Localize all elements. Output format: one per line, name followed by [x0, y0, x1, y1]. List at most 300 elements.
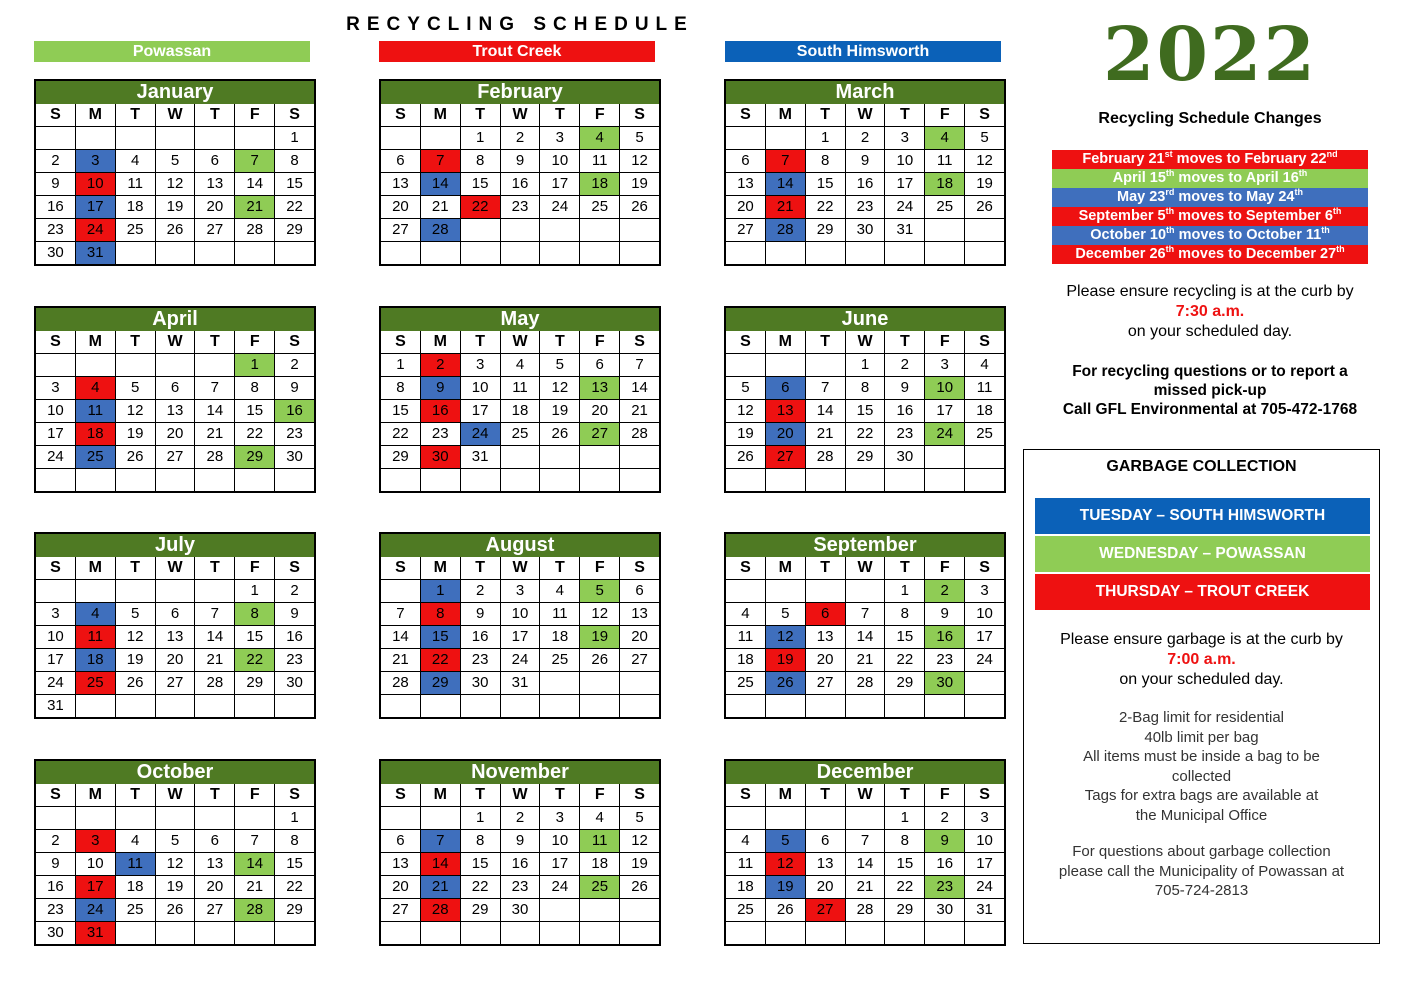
weekday-header: T — [195, 331, 234, 353]
schedule-change-row — [1052, 207, 1368, 226]
empty-day-cell — [726, 127, 765, 149]
day-cell: 6 — [766, 377, 805, 399]
day-cell: 20 — [726, 196, 765, 218]
month-name: April — [36, 308, 314, 331]
garbage-note-line1: Please ensure garbage is at the curb by — [1060, 631, 1343, 648]
empty-day-cell — [965, 695, 1004, 717]
to-month: April — [1245, 170, 1279, 186]
day-cell: 17 — [925, 400, 964, 422]
weekday-header: S — [965, 104, 1004, 126]
garbage-collection-box — [1023, 449, 1380, 944]
day-cell: 7 — [766, 150, 805, 172]
day-cell: 24 — [965, 649, 1004, 671]
day-cell: 10 — [540, 830, 579, 852]
day-cell: 12 — [116, 626, 155, 648]
day-cell: 28 — [195, 672, 234, 694]
weekday-header: T — [885, 557, 924, 579]
empty-day-cell — [965, 469, 1004, 491]
day-cell: 30 — [501, 899, 540, 921]
day-cell: 23 — [36, 899, 75, 921]
empty-day-cell — [116, 695, 155, 717]
empty-day-cell — [846, 580, 885, 602]
empty-day-cell — [965, 672, 1004, 694]
weekday-header: T — [461, 784, 500, 806]
rule-line: the Municipal Office — [1135, 806, 1268, 824]
weekday-header: S — [381, 104, 420, 126]
day-cell: 22 — [381, 423, 420, 445]
empty-day-cell — [421, 469, 460, 491]
day-cell: 21 — [195, 423, 234, 445]
day-cell: 11 — [726, 853, 765, 875]
day-cell: 28 — [235, 219, 274, 241]
weekday-header: S — [36, 104, 75, 126]
day-cell: 29 — [885, 899, 924, 921]
day-cell: 18 — [540, 626, 579, 648]
empty-day-cell — [116, 580, 155, 602]
recycling-note-line3: on your scheduled day. — [1127, 323, 1293, 340]
day-cell: 7 — [620, 354, 659, 376]
contact-line1: For recycling questions or to report a — [1072, 363, 1348, 380]
day-cell: 19 — [580, 626, 619, 648]
day-cell: 16 — [846, 173, 885, 195]
garbage-note-line3: on your scheduled day. — [1119, 671, 1284, 688]
day-cell: 26 — [116, 446, 155, 468]
day-cell: 7 — [846, 603, 885, 625]
month-calendar-september — [724, 532, 1006, 719]
day-cell: 8 — [381, 377, 420, 399]
day-cell: 3 — [540, 127, 579, 149]
day-cell: 13 — [766, 400, 805, 422]
day-cell: 4 — [116, 830, 155, 852]
day-cell: 2 — [421, 354, 460, 376]
empty-day-cell — [580, 672, 619, 694]
day-cell: 29 — [275, 899, 314, 921]
legend-powassan: Powassan — [34, 41, 310, 62]
empty-day-cell — [540, 242, 579, 264]
weekday-header: F — [925, 331, 964, 353]
day-cell: 28 — [806, 446, 845, 468]
day-cell: 21 — [381, 649, 420, 671]
weekday-header: W — [501, 784, 540, 806]
day-cell: 4 — [965, 354, 1004, 376]
day-cell: 29 — [381, 446, 420, 468]
day-cell: 1 — [275, 807, 314, 829]
day-cell: 24 — [76, 219, 115, 241]
schedule-change-row — [1052, 150, 1368, 169]
day-cell: 12 — [766, 626, 805, 648]
weekday-header: F — [925, 104, 964, 126]
day-cell: 19 — [540, 400, 579, 422]
day-cell: 14 — [620, 377, 659, 399]
empty-day-cell — [806, 922, 845, 944]
day-cell: 17 — [76, 876, 115, 898]
day-cell: 17 — [965, 626, 1004, 648]
schedule-change-row — [1052, 188, 1368, 207]
month-name: January — [36, 81, 314, 104]
month-name: September — [726, 534, 1004, 557]
day-cell: 2 — [501, 807, 540, 829]
day-cell: 18 — [726, 876, 765, 898]
month-calendar-may — [379, 306, 661, 493]
day-cell: 9 — [461, 603, 500, 625]
from-month: April — [1112, 170, 1146, 186]
day-cell: 4 — [116, 150, 155, 172]
day-cell: 19 — [156, 876, 195, 898]
weekday-header: S — [965, 557, 1004, 579]
weekday-header: F — [235, 331, 274, 353]
garbage-day-wednesday: WEDNESDAY – POWASSAN — [1035, 536, 1370, 572]
weekday-header: T — [540, 784, 579, 806]
weekday-header: F — [925, 784, 964, 806]
day-cell: 7 — [235, 830, 274, 852]
day-cell: 25 — [116, 899, 155, 921]
day-cell: 27 — [806, 672, 845, 694]
to-day: 16 — [1282, 170, 1299, 186]
weekday-header: W — [846, 331, 885, 353]
weekday-header: F — [235, 784, 274, 806]
day-cell: 3 — [540, 807, 579, 829]
empty-day-cell — [620, 672, 659, 694]
day-cell: 8 — [461, 150, 500, 172]
schedule-change-row — [1052, 245, 1368, 264]
empty-day-cell — [620, 695, 659, 717]
to-suffix: th — [1294, 187, 1303, 198]
day-cell: 17 — [540, 173, 579, 195]
empty-day-cell — [766, 922, 805, 944]
day-cell: 22 — [275, 196, 314, 218]
day-cell: 7 — [846, 830, 885, 852]
day-cell: 18 — [116, 196, 155, 218]
day-cell: 20 — [806, 649, 845, 671]
day-cell: 31 — [76, 922, 115, 944]
day-cell: 5 — [580, 580, 619, 602]
schedule-change-row — [1052, 169, 1368, 188]
legend-trout-creek: Trout Creek — [379, 41, 655, 62]
empty-day-cell — [766, 354, 805, 376]
day-cell: 24 — [501, 649, 540, 671]
weekday-header: F — [925, 557, 964, 579]
to-day: 11 — [1305, 227, 1322, 243]
empty-day-cell — [580, 695, 619, 717]
day-cell: 9 — [501, 830, 540, 852]
day-cell: 20 — [156, 649, 195, 671]
month-name: July — [36, 534, 314, 557]
day-cell: 14 — [235, 853, 274, 875]
day-cell: 21 — [195, 649, 234, 671]
day-cell: 28 — [421, 219, 460, 241]
empty-day-cell — [806, 469, 845, 491]
empty-day-cell — [76, 695, 115, 717]
day-cell: 28 — [766, 219, 805, 241]
day-cell: 24 — [36, 446, 75, 468]
to-suffix: nd — [1326, 149, 1338, 160]
empty-day-cell — [156, 469, 195, 491]
weekday-header: T — [195, 104, 234, 126]
weekday-header: W — [501, 331, 540, 353]
day-cell: 19 — [116, 423, 155, 445]
weekday-header: F — [580, 104, 619, 126]
day-cell: 26 — [156, 899, 195, 921]
weekday-header: T — [540, 331, 579, 353]
day-cell: 19 — [620, 853, 659, 875]
empty-day-cell — [461, 242, 500, 264]
empty-day-cell — [36, 469, 75, 491]
day-cell: 18 — [116, 876, 155, 898]
day-cell: 5 — [156, 150, 195, 172]
day-cell: 17 — [885, 173, 924, 195]
day-cell: 8 — [235, 377, 274, 399]
changes-title: Recycling Schedule Changes — [1098, 110, 1322, 127]
weekday-header: M — [421, 331, 460, 353]
day-cell: 18 — [726, 649, 765, 671]
weekday-header: S — [275, 784, 314, 806]
empty-day-cell — [885, 695, 924, 717]
day-cell: 22 — [461, 196, 500, 218]
day-cell: 16 — [36, 876, 75, 898]
empty-day-cell — [766, 127, 805, 149]
day-cell: 14 — [766, 173, 805, 195]
empty-day-cell — [925, 695, 964, 717]
empty-day-cell — [620, 899, 659, 921]
day-cell: 14 — [846, 853, 885, 875]
empty-day-cell — [540, 446, 579, 468]
day-cell: 19 — [726, 423, 765, 445]
day-cell: 29 — [885, 672, 924, 694]
day-cell: 1 — [806, 127, 845, 149]
day-cell: 2 — [461, 580, 500, 602]
day-cell: 15 — [461, 173, 500, 195]
day-cell: 26 — [965, 196, 1004, 218]
empty-day-cell — [501, 469, 540, 491]
day-cell: 9 — [885, 377, 924, 399]
day-cell: 22 — [275, 876, 314, 898]
day-cell: 10 — [36, 400, 75, 422]
day-cell: 16 — [36, 196, 75, 218]
empty-day-cell — [501, 695, 540, 717]
day-cell: 24 — [76, 899, 115, 921]
day-cell: 15 — [885, 626, 924, 648]
from-suffix: th — [1165, 244, 1175, 255]
day-cell: 21 — [235, 196, 274, 218]
month-name: June — [726, 308, 1004, 331]
weekday-header: T — [806, 331, 845, 353]
empty-day-cell — [620, 446, 659, 468]
contact-info — [1030, 362, 1390, 419]
moves-to-text: moves to — [1178, 208, 1242, 224]
contact-line3: Call GFL Environmental at 705-472-1768 — [1062, 401, 1358, 418]
empty-day-cell — [885, 242, 924, 264]
garbage-day-tuesday: TUESDAY – SOUTH HIMSWORTH — [1035, 498, 1370, 534]
empty-day-cell — [766, 469, 805, 491]
weekday-header: S — [726, 104, 765, 126]
day-cell: 27 — [726, 219, 765, 241]
day-cell: 3 — [36, 377, 75, 399]
day-cell: 19 — [116, 649, 155, 671]
empty-day-cell — [965, 446, 1004, 468]
day-cell: 21 — [846, 649, 885, 671]
empty-day-cell — [195, 242, 234, 264]
day-cell: 17 — [76, 196, 115, 218]
day-cell: 15 — [885, 853, 924, 875]
day-cell: 30 — [36, 922, 75, 944]
day-cell: 5 — [766, 830, 805, 852]
empty-day-cell — [116, 469, 155, 491]
day-cell: 22 — [846, 423, 885, 445]
day-cell: 11 — [76, 626, 115, 648]
empty-day-cell — [540, 672, 579, 694]
day-cell: 20 — [156, 423, 195, 445]
day-cell: 13 — [156, 400, 195, 422]
day-cell: 26 — [116, 672, 155, 694]
weekday-header: M — [76, 331, 115, 353]
empty-day-cell — [461, 922, 500, 944]
schedule-changes-list — [1052, 150, 1368, 264]
weekday-header: T — [461, 331, 500, 353]
day-cell: 15 — [806, 173, 845, 195]
day-cell: 1 — [235, 354, 274, 376]
day-cell: 26 — [540, 423, 579, 445]
day-cell: 5 — [116, 603, 155, 625]
weekday-header: W — [156, 557, 195, 579]
weekday-header: S — [726, 784, 765, 806]
day-cell: 22 — [235, 423, 274, 445]
from-month: May — [1116, 189, 1146, 205]
day-cell: 29 — [235, 672, 274, 694]
empty-day-cell — [195, 807, 234, 829]
weekday-header: T — [461, 557, 500, 579]
from-day: 15 — [1149, 170, 1166, 186]
day-cell: 22 — [235, 649, 274, 671]
empty-day-cell — [540, 922, 579, 944]
weekday-header: M — [766, 784, 805, 806]
day-cell: 23 — [501, 196, 540, 218]
empty-day-cell — [116, 922, 155, 944]
day-cell: 5 — [540, 354, 579, 376]
day-cell: 5 — [620, 127, 659, 149]
day-cell: 24 — [965, 876, 1004, 898]
weekday-header: F — [580, 784, 619, 806]
weekday-header: T — [116, 331, 155, 353]
to-suffix: th — [1332, 206, 1342, 217]
month-calendar-august — [379, 532, 661, 719]
empty-day-cell — [965, 242, 1004, 264]
weekday-header: F — [580, 557, 619, 579]
day-cell: 12 — [620, 830, 659, 852]
day-cell: 10 — [461, 377, 500, 399]
day-cell: 12 — [156, 853, 195, 875]
rule-line: collected — [1171, 767, 1232, 785]
weekday-header: S — [275, 557, 314, 579]
day-cell: 10 — [76, 173, 115, 195]
weekday-header: S — [620, 331, 659, 353]
day-cell: 8 — [846, 377, 885, 399]
day-cell: 2 — [925, 580, 964, 602]
day-cell: 18 — [76, 649, 115, 671]
day-cell: 6 — [580, 354, 619, 376]
from-day: 10 — [1149, 227, 1167, 243]
empty-day-cell — [501, 242, 540, 264]
month-calendar-october — [34, 759, 316, 946]
day-cell: 16 — [925, 626, 964, 648]
weekday-header: T — [885, 331, 924, 353]
day-cell: 5 — [116, 377, 155, 399]
day-cell: 11 — [76, 400, 115, 422]
month-calendar-january — [34, 79, 316, 266]
empty-day-cell — [381, 469, 420, 491]
day-cell: 15 — [846, 400, 885, 422]
empty-day-cell — [76, 127, 115, 149]
weekday-header: W — [501, 104, 540, 126]
day-cell: 28 — [235, 899, 274, 921]
day-cell: 11 — [580, 150, 619, 172]
from-suffix: rd — [1165, 187, 1175, 198]
day-cell: 12 — [766, 853, 805, 875]
empty-day-cell — [925, 922, 964, 944]
empty-day-cell — [620, 242, 659, 264]
day-cell: 1 — [381, 354, 420, 376]
day-cell: 30 — [925, 672, 964, 694]
day-cell: 25 — [925, 196, 964, 218]
day-cell: 1 — [885, 807, 924, 829]
day-cell: 1 — [235, 580, 274, 602]
day-cell: 30 — [885, 446, 924, 468]
day-cell: 1 — [421, 580, 460, 602]
day-cell: 7 — [235, 150, 274, 172]
empty-day-cell — [381, 580, 420, 602]
month-calendar-march — [724, 79, 1006, 266]
day-cell: 5 — [620, 807, 659, 829]
day-cell: 3 — [461, 354, 500, 376]
day-cell: 4 — [925, 127, 964, 149]
weekday-header: T — [461, 104, 500, 126]
question-line: For questions about garbage collection — [1072, 843, 1331, 860]
weekday-header: M — [421, 104, 460, 126]
day-cell: 19 — [156, 196, 195, 218]
empty-day-cell — [156, 695, 195, 717]
weekday-header: T — [195, 784, 234, 806]
day-cell: 10 — [76, 853, 115, 875]
day-cell: 20 — [195, 196, 234, 218]
day-cell: 20 — [381, 876, 420, 898]
day-cell: 21 — [421, 196, 460, 218]
month-name: December — [726, 761, 1004, 784]
empty-day-cell — [275, 242, 314, 264]
moves-to-text: moves to — [1178, 189, 1243, 205]
empty-day-cell — [885, 922, 924, 944]
empty-day-cell — [925, 469, 964, 491]
day-cell: 22 — [885, 876, 924, 898]
day-cell: 16 — [421, 400, 460, 422]
day-cell: 20 — [766, 423, 805, 445]
day-cell: 14 — [195, 400, 234, 422]
day-cell: 10 — [540, 150, 579, 172]
empty-day-cell — [580, 219, 619, 241]
day-cell: 6 — [806, 603, 845, 625]
day-cell: 4 — [76, 377, 115, 399]
day-cell: 9 — [925, 830, 964, 852]
rule-line: All items must be inside a bag to be — [1083, 748, 1320, 765]
empty-day-cell — [195, 127, 234, 149]
empty-day-cell — [846, 695, 885, 717]
day-cell: 7 — [421, 830, 460, 852]
day-cell: 11 — [540, 603, 579, 625]
day-cell: 14 — [846, 626, 885, 648]
empty-day-cell — [925, 446, 964, 468]
day-cell: 2 — [275, 354, 314, 376]
from-suffix: st — [1164, 149, 1173, 160]
day-cell: 11 — [965, 377, 1004, 399]
day-cell: 28 — [846, 672, 885, 694]
